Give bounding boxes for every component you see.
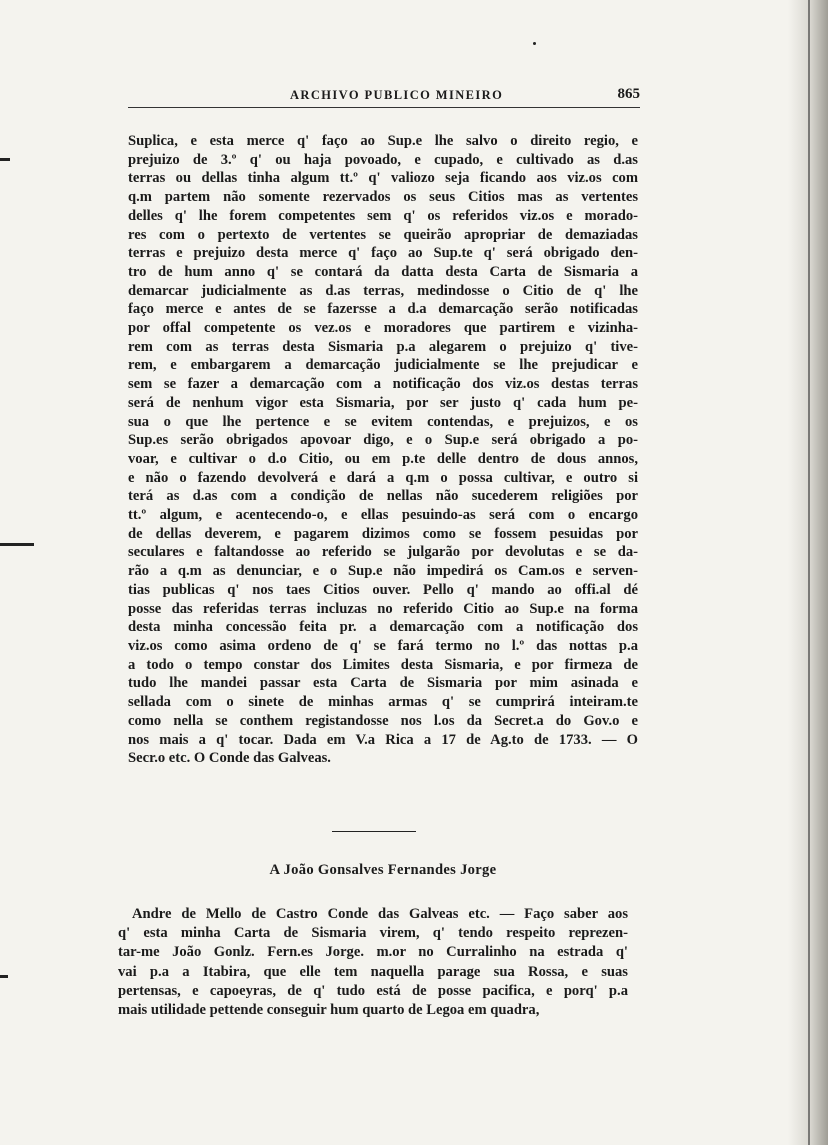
text-line: terá as d.as com a condição de nellas não sucederem religiões por	[128, 488, 638, 505]
text-line: res com o pertexto de vertentes se queirão apropriar de demaziadas	[128, 226, 638, 243]
text-line: sellada com o sinete de minhas armas q' se cumprirá inteiram.te	[128, 694, 638, 711]
text-line: de dellas deverem, e pagarem dizimos como se fossem pesuidas por	[128, 525, 638, 542]
text-line: Suplica, e esta merce q' faço ao Sup.e lhe salvo o direito regio, e	[128, 133, 638, 149]
text-line: tias publicas q' nos taes Citios ouver. Pello q' mando ao offi.al dé	[128, 581, 638, 598]
text-line: posse das referidas terras incluzas no referido Citio ao Sup.e na forma	[128, 600, 638, 617]
text-line: delles q' lhe forem competentes sem q' os referidos viz.os e morado-	[128, 207, 638, 224]
text-line: rão a q.m as denunciar, e o Sup.e não impedirá os Cam.os e serven-	[128, 563, 638, 580]
speck-mark	[533, 42, 536, 45]
text-line: terras e prejuizo desta merce q' faço ao Sup.te q' será obrigado den-	[128, 245, 638, 262]
text-line: como nella se conthem registandosse nos l.os da Secret.a do Gov.o e	[128, 712, 638, 729]
section-heading: A João Gonsalves Fernandes Jorge	[269, 862, 497, 878]
text-line: q' esta minha Carta de Sismaria virem, q' tendo respeito reprezen-	[118, 925, 628, 942]
text-line: rem com as terras desta Sismaria p.a alegarem o prejuizo q' tive-	[128, 338, 638, 355]
text-line: Sup.es serão obrigados apovoar digo, e o Sup.e será obrigado a po-	[128, 432, 638, 449]
text-line: demarcar judicialmente as d.as terras, medindosse o Citio de q' lhe	[128, 282, 638, 299]
text-line: por offal competente os vez.os e moradores que partirem e vizinha-	[128, 320, 638, 337]
text-line: tar-me João Gonlz. Fern.es Jorge. m.or no Curralinho na estrada q'	[118, 944, 628, 961]
text-line: será de nenhum vigor esta Sismaria, por ser justo q' cada hum pe-	[128, 394, 638, 411]
text-line: e não o fazendo devolverá e dará a q.m o possa cultivar, e outro si	[128, 469, 638, 486]
text-line: rem, e embargarem a demarcação judicialmente se lhe prejudicar e	[128, 357, 638, 374]
text-line: terras ou dellas tinha algum tt.º q' valiozo seja ficando aos viz.os com	[128, 170, 638, 187]
text-line: desta minha concessão feita pr. a demarcação com a notificação dos	[128, 619, 638, 636]
text-line: sua o que lhe pertence e se evitem contendas, e prejuizos, e os	[128, 413, 638, 430]
text-line: prejuizo de 3.º q' ou haja povoado, e cupado, e cultivado as d.as	[128, 151, 638, 168]
text-line: voar, e cultivar o d.o Citio, ou em p.te delle dentro de dous annos,	[128, 450, 638, 467]
text-line: tt.º algum, e acentecendo-o, e ellas pesuindo-as será com o encargo	[128, 507, 638, 524]
text-line: a todo o tempo constar dos Limites desta Sismaria, e por firmeza de	[128, 656, 638, 673]
text-line: pertensas, e capoeyras, de q' tudo está de posse pacifica, e porq' p.a	[118, 982, 628, 999]
text-line: seculares e faltandosse ao referido se julgarão por devolutas e se da-	[128, 544, 638, 561]
text-line: nos mais a q' tocar. Dada em V.a Rica a 17 de Ag.to de 1733. — O	[128, 731, 638, 748]
header-rule	[128, 107, 640, 108]
text-line: tudo lhe mandei passar esta Carta de Sismaria por mim asinada e	[128, 675, 638, 692]
running-header	[128, 88, 640, 108]
text-line: mais utilidade pettende conseguir hum quarto de Legoa em quadra,	[118, 1002, 540, 1019]
page-number: 865	[617, 86, 640, 102]
text-line: Andre de Mello de Castro Conde das Galveas etc. — Faço saber aos	[132, 906, 628, 922]
page-binding-edge	[808, 0, 810, 1145]
text-line: q.m partem não somente rezervados os seus Citios mas as vertentes	[128, 189, 638, 206]
text-line: viz.os como asima ordeno de q' se fará termo no l.º das nottas p.a	[128, 637, 638, 654]
running-header-title: ARCHIVO PUBLICO MINEIRO	[290, 88, 504, 102]
text-line: vai p.a a Itabira, que elle tem naquella parage sua Rossa, e suas	[118, 963, 628, 980]
text-line: faço merce e antes de se fazersse a d.a demarcação serão notificadas	[128, 301, 638, 318]
text-line: sem se fazer a demarcação com a notificação dos viz.os destas terras	[128, 376, 638, 393]
text-line: tro de hum anno q' se contará da datta desta Carta de Sismaria a	[128, 263, 638, 280]
margin-mark	[0, 158, 10, 161]
section-text-block	[118, 905, 628, 1020]
margin-mark	[0, 543, 34, 546]
margin-mark	[0, 975, 8, 978]
section-separator	[332, 831, 416, 832]
main-text-block	[128, 132, 638, 768]
text-line: Secr.o etc. O Conde das Galveas.	[128, 750, 331, 767]
